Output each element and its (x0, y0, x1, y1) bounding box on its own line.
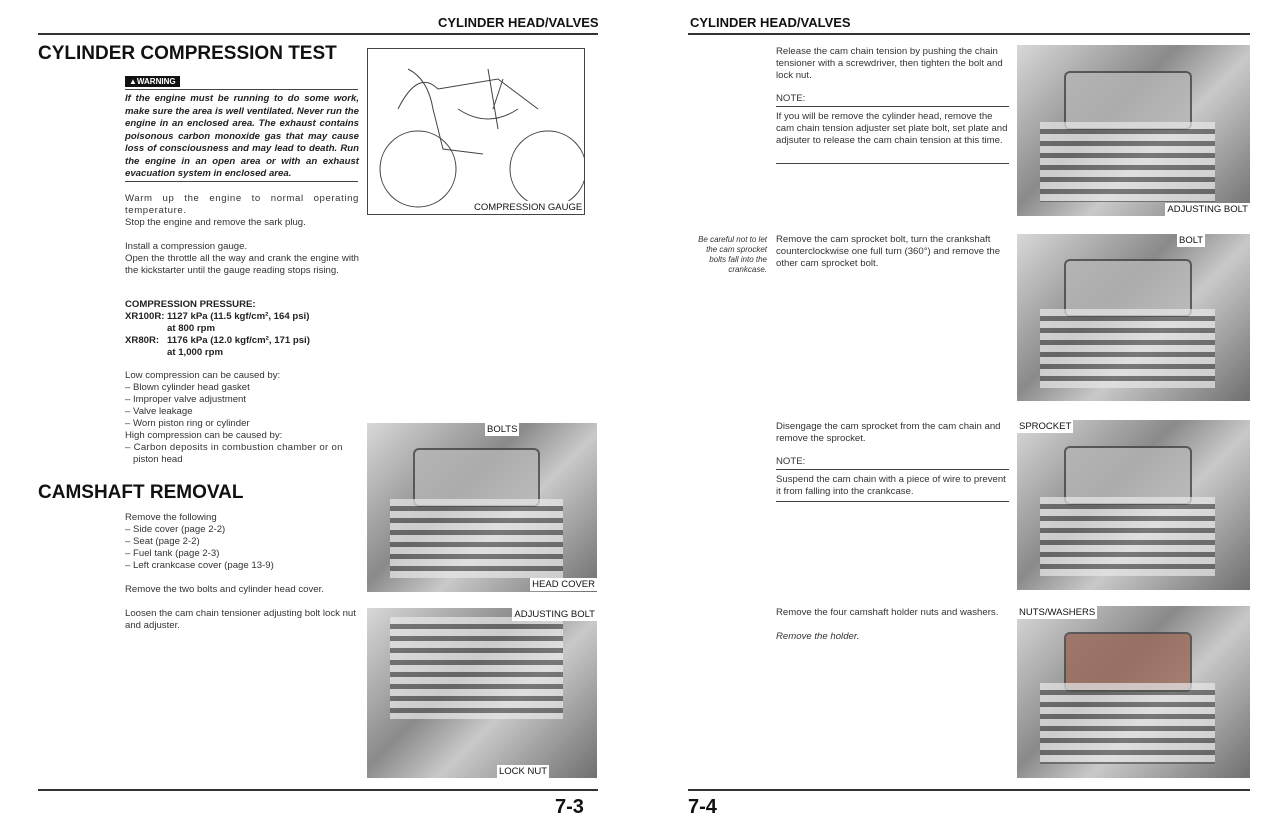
list-item: – Improper valve adjustment (125, 394, 247, 405)
compression-steps (125, 193, 359, 277)
running-header: CYLINDER HEAD/VALVES (438, 15, 599, 30)
warning-badge: ▲WARNING (125, 76, 180, 87)
section-title-camshaft-removal: CAMSHAFT REMOVAL (38, 482, 244, 503)
warning-icon: ▲ (129, 77, 137, 86)
remove-title: Remove the following (125, 512, 217, 523)
compression-causes (125, 370, 359, 466)
head-cover-photo (367, 423, 597, 592)
figure-label: ADJUSTING BOLT (1167, 204, 1248, 215)
step-text: Open the throttle all the way and crank the engine with the kickstarter until the gauge reading stops rising. (125, 253, 359, 276)
figure-label: NUTS/WASHERS (1019, 607, 1096, 618)
step-text: Stop the engine and remove the sark plug. (125, 217, 306, 228)
figure-label: SPROCKET (1019, 421, 1072, 432)
step-text: Loosen the cam chain tensioner adjusting bolt lock nut and adjuster. (125, 608, 356, 631)
list-item: – Blown cylinder head gasket (125, 382, 250, 393)
sprocket-step: Disengage the cam sprocket from the cam chain and remove the sprocket. (776, 421, 1001, 444)
tensioner-photo (1017, 45, 1250, 216)
note-text: If you will be remove the cylinder head, remove the cam chain tension adjuster set plate bolt, set plate and adjsuter to release the cam chain tension at this time. (776, 111, 1008, 146)
page-number: 7-4 (688, 796, 717, 818)
warning-rule-top (125, 89, 358, 90)
header-rule (688, 33, 1250, 35)
list-item: – Seat (page 2-2) (125, 536, 200, 547)
tension-step: Release the cam chain tension by pushing the chain tensioner with a screwdriver, then tighten the bolt and lock nut. (776, 46, 1003, 81)
list-item: – Carbon deposits in combustion chamber or on (125, 442, 343, 453)
spec-rpm: at 1,000 rpm (167, 347, 223, 358)
list-item: – Worn piston ring or cylinder (125, 418, 250, 429)
spec-row (125, 311, 365, 323)
list-item: – Left crankcase cover (page 13-9) (125, 560, 274, 571)
list-item: – Valve leakage (125, 406, 193, 417)
note-label: NOTE: (776, 93, 806, 104)
figure-label: BOLTS (487, 424, 518, 435)
note-rule (776, 469, 1009, 470)
holder-nuts-step: Remove the four camshaft holder nuts and washers. (776, 607, 999, 618)
spec-rpm: at 800 rpm (167, 323, 215, 334)
step-text: Warm up the engine to normal operating temperature. (125, 193, 359, 216)
compression-spec (125, 299, 365, 359)
figure-label: LOCK NUT (499, 766, 548, 777)
list-item: – Fuel tank (page 2-3) (125, 548, 220, 559)
high-title: High compression can be caused by: (125, 430, 283, 441)
running-header: CYLINDER HEAD/VALVES (690, 15, 851, 30)
section-title-compression-test: CYLINDER COMPRESSION TEST (38, 43, 337, 64)
note-label: NOTE: (776, 456, 806, 467)
sprocket-bolt-step: Remove the cam sprocket bolt, turn the crankshaft counterclockwise one full turn (360°) and remove the other cam sprocket bolt. (776, 234, 1001, 269)
list-item: – Side cover (page 2-2) (125, 524, 226, 535)
warning-rule-bottom (125, 181, 358, 182)
spec-title: COMPRESSION PRESSURE: (125, 299, 256, 310)
header-rule (38, 33, 598, 35)
figure-label: BOLT (1179, 235, 1204, 246)
step-text: Remove the two bolts and cylinder head cover. (125, 584, 324, 595)
note-rule (776, 163, 1009, 164)
camshaft-holder-photo (1017, 606, 1250, 778)
motorcycle-line-drawing (368, 49, 584, 214)
footer-rule (688, 789, 1250, 791)
step-text: Install a compression gauge. (125, 241, 248, 252)
spec-model: XR100R: (125, 311, 165, 322)
sprocket-bolt-photo (1017, 234, 1250, 401)
footer-rule (38, 789, 598, 791)
note-rule (776, 106, 1009, 107)
figure-label: ADJUSTING BOLT (514, 609, 595, 620)
low-title: Low compression can be caused by: (125, 370, 281, 381)
sprocket-photo (1017, 420, 1250, 590)
figure-label: COMPRESSION GAUGE (474, 202, 583, 213)
holder-step: Remove the holder. (776, 631, 860, 642)
side-note: Be careful not to let the cam sprocket bolts fall into the crankcase. (698, 235, 767, 274)
page-number: 7-3 (555, 796, 584, 818)
note-text: Suspend the cam chain with a piece of wire to prevent it from falling into the crankcase. (776, 474, 1006, 497)
spec-model: XR80R: (125, 335, 160, 346)
spec-value: 1127 kPa (11.5 kgf/cm², 164 psi) (167, 311, 310, 322)
warning-text: If the engine must be running to do some work, make sure the area is well ventilated. Never run the engine in an enclosed area. The exhaust contains poisonous carbon monoxide gas that may cause loss of consciousness and may lead to death. Run the engine in an open area or with an exhaust evacuation system in enclosed area. (125, 93, 359, 179)
camshaft-steps (125, 512, 359, 632)
note-rule (776, 501, 1009, 502)
list-item: piston head (133, 454, 183, 465)
spec-value: 1176 kPa (12.0 kgf/cm², 171 psi) (167, 335, 310, 346)
figure-label: HEAD COVER (532, 579, 595, 590)
spec-row (125, 335, 365, 347)
adjusting-bolt-photo (367, 608, 597, 778)
compression-gauge-illustration (367, 48, 585, 215)
